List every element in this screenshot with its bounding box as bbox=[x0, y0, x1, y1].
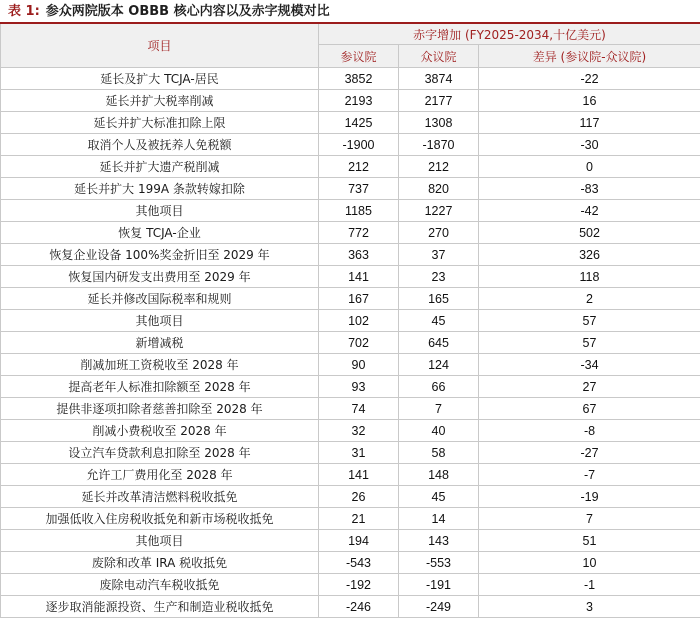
row-diff-value: 10 bbox=[479, 552, 700, 574]
table-row bbox=[1, 420, 700, 442]
row-senate-value: 32 bbox=[319, 420, 399, 442]
row-house-value: 270 bbox=[399, 222, 479, 244]
row-item: 提高老年人标准扣除额至 2028 年 bbox=[1, 376, 319, 398]
row-senate-value: 194 bbox=[319, 530, 399, 552]
row-house-value: 37 bbox=[399, 244, 479, 266]
table-row bbox=[1, 596, 700, 618]
header-deficit-group: 赤字增加 (FY2025-2034,十亿美元) bbox=[319, 23, 700, 45]
row-diff-value: -19 bbox=[479, 486, 700, 508]
header-senate: 参议院 bbox=[319, 45, 399, 68]
table-row bbox=[1, 442, 700, 464]
table-row bbox=[1, 288, 700, 310]
table-row bbox=[1, 112, 700, 134]
row-house-value: 212 bbox=[399, 156, 479, 178]
row-house-value: 645 bbox=[399, 332, 479, 354]
row-house-value: -191 bbox=[399, 574, 479, 596]
deficit-comparison-table bbox=[0, 22, 700, 618]
row-house-value: 1308 bbox=[399, 112, 479, 134]
row-item: 延长并修改国际税率和规则 bbox=[1, 288, 319, 310]
row-diff-value: -30 bbox=[479, 134, 700, 156]
row-senate-value: 1425 bbox=[319, 112, 399, 134]
row-item: 恢复 TCJA-企业 bbox=[1, 222, 319, 244]
row-item: 延长并扩大遗产税削减 bbox=[1, 156, 319, 178]
row-item: 削减加班工资税收至 2028 年 bbox=[1, 354, 319, 376]
row-diff-value: 57 bbox=[479, 332, 700, 354]
row-house-value: 124 bbox=[399, 354, 479, 376]
table-row bbox=[1, 486, 700, 508]
row-item: 其他项目 bbox=[1, 200, 319, 222]
row-diff-value: -8 bbox=[479, 420, 700, 442]
row-senate-value: 21 bbox=[319, 508, 399, 530]
row-house-value: 7 bbox=[399, 398, 479, 420]
table-title-text: 参众两院版本 OBBB 核心内容以及赤字规模对比 bbox=[46, 4, 330, 19]
table-row bbox=[1, 530, 700, 552]
row-house-value: 165 bbox=[399, 288, 479, 310]
row-item: 废除和改革 IRA 税收抵免 bbox=[1, 552, 319, 574]
row-house-value: 66 bbox=[399, 376, 479, 398]
row-item: 延长并改革清洁燃料税收抵免 bbox=[1, 486, 319, 508]
row-house-value: 58 bbox=[399, 442, 479, 464]
row-senate-value: 26 bbox=[319, 486, 399, 508]
row-senate-value: 141 bbox=[319, 464, 399, 486]
row-diff-value: 67 bbox=[479, 398, 700, 420]
row-house-value: -553 bbox=[399, 552, 479, 574]
table-title bbox=[8, 2, 330, 22]
row-senate-value: 141 bbox=[319, 266, 399, 288]
row-senate-value: -543 bbox=[319, 552, 399, 574]
row-diff-value: 502 bbox=[479, 222, 700, 244]
row-item: 废除电动汽车税收抵免 bbox=[1, 574, 319, 596]
header-house: 众议院 bbox=[399, 45, 479, 68]
row-item: 允许工厂费用化至 2028 年 bbox=[1, 464, 319, 486]
row-senate-value: -1900 bbox=[319, 134, 399, 156]
table-row bbox=[1, 310, 700, 332]
row-house-value: -1870 bbox=[399, 134, 479, 156]
row-item: 加强低收入住房税收抵免和新市场税收抵免 bbox=[1, 508, 319, 530]
table-row bbox=[1, 552, 700, 574]
table-row bbox=[1, 398, 700, 420]
row-diff-value: 3 bbox=[479, 596, 700, 618]
row-item: 延长及扩大 TCJA-居民 bbox=[1, 68, 319, 90]
row-senate-value: 93 bbox=[319, 376, 399, 398]
row-diff-value: 27 bbox=[479, 376, 700, 398]
header-diff: 差异 (参议院-众议院) bbox=[479, 45, 700, 68]
row-item: 其他项目 bbox=[1, 530, 319, 552]
row-house-value: 820 bbox=[399, 178, 479, 200]
row-item: 新增减税 bbox=[1, 332, 319, 354]
row-item: 取消个人及被抚养人免税额 bbox=[1, 134, 319, 156]
row-item: 其他项目 bbox=[1, 310, 319, 332]
row-item: 逐步取消能源投资、生产和制造业税收抵免 bbox=[1, 596, 319, 618]
row-senate-value: 737 bbox=[319, 178, 399, 200]
row-house-value: 45 bbox=[399, 310, 479, 332]
row-diff-value: -27 bbox=[479, 442, 700, 464]
row-item: 设立汽车贷款利息扣除至 2028 年 bbox=[1, 442, 319, 464]
row-diff-value: 2 bbox=[479, 288, 700, 310]
row-house-value: 3874 bbox=[399, 68, 479, 90]
table-row bbox=[1, 178, 700, 200]
table-row bbox=[1, 354, 700, 376]
row-diff-value: 51 bbox=[479, 530, 700, 552]
row-house-value: 23 bbox=[399, 266, 479, 288]
row-house-value: 148 bbox=[399, 464, 479, 486]
row-diff-value: 326 bbox=[479, 244, 700, 266]
row-senate-value: 102 bbox=[319, 310, 399, 332]
table-row bbox=[1, 464, 700, 486]
row-house-value: -249 bbox=[399, 596, 479, 618]
row-diff-value: 57 bbox=[479, 310, 700, 332]
table-row bbox=[1, 266, 700, 288]
row-senate-value: 3852 bbox=[319, 68, 399, 90]
row-house-value: 143 bbox=[399, 530, 479, 552]
row-senate-value: 31 bbox=[319, 442, 399, 464]
row-senate-value: 702 bbox=[319, 332, 399, 354]
table-row bbox=[1, 244, 700, 266]
row-house-value: 1227 bbox=[399, 200, 479, 222]
table-row bbox=[1, 200, 700, 222]
row-diff-value: -34 bbox=[479, 354, 700, 376]
row-diff-value: -7 bbox=[479, 464, 700, 486]
row-item: 恢复企业设备 100%奖金折旧至 2029 年 bbox=[1, 244, 319, 266]
row-diff-value: 7 bbox=[479, 508, 700, 530]
table-row bbox=[1, 134, 700, 156]
header-item: 项目 bbox=[1, 23, 319, 68]
row-senate-value: 167 bbox=[319, 288, 399, 310]
row-house-value: 14 bbox=[399, 508, 479, 530]
row-diff-value: -22 bbox=[479, 68, 700, 90]
row-house-value: 2177 bbox=[399, 90, 479, 112]
row-diff-value: 16 bbox=[479, 90, 700, 112]
table-row bbox=[1, 68, 700, 90]
row-diff-value: 0 bbox=[479, 156, 700, 178]
row-item: 延长并扩大标准扣除上限 bbox=[1, 112, 319, 134]
row-senate-value: 212 bbox=[319, 156, 399, 178]
row-house-value: 45 bbox=[399, 486, 479, 508]
table-row bbox=[1, 222, 700, 244]
row-senate-value: -192 bbox=[319, 574, 399, 596]
row-diff-value: 118 bbox=[479, 266, 700, 288]
row-senate-value: -246 bbox=[319, 596, 399, 618]
table-row bbox=[1, 90, 700, 112]
row-senate-value: 363 bbox=[319, 244, 399, 266]
row-item: 提供非逐项扣除者慈善扣除至 2028 年 bbox=[1, 398, 319, 420]
row-item: 削减小费税收至 2028 年 bbox=[1, 420, 319, 442]
table-row bbox=[1, 156, 700, 178]
row-diff-value: -83 bbox=[479, 178, 700, 200]
table-row bbox=[1, 508, 700, 530]
row-senate-value: 1185 bbox=[319, 200, 399, 222]
row-senate-value: 772 bbox=[319, 222, 399, 244]
table-number: 表 1: bbox=[8, 4, 40, 19]
table-row bbox=[1, 376, 700, 398]
row-item: 延长并扩大税率削减 bbox=[1, 90, 319, 112]
row-diff-value: -1 bbox=[479, 574, 700, 596]
row-house-value: 40 bbox=[399, 420, 479, 442]
table-row bbox=[1, 332, 700, 354]
row-diff-value: 117 bbox=[479, 112, 700, 134]
row-item: 延长并扩大 199A 条款转嫁扣除 bbox=[1, 178, 319, 200]
table-row bbox=[1, 574, 700, 596]
row-senate-value: 2193 bbox=[319, 90, 399, 112]
row-senate-value: 74 bbox=[319, 398, 399, 420]
row-item: 恢复国内研发支出费用至 2029 年 bbox=[1, 266, 319, 288]
row-diff-value: -42 bbox=[479, 200, 700, 222]
row-senate-value: 90 bbox=[319, 354, 399, 376]
